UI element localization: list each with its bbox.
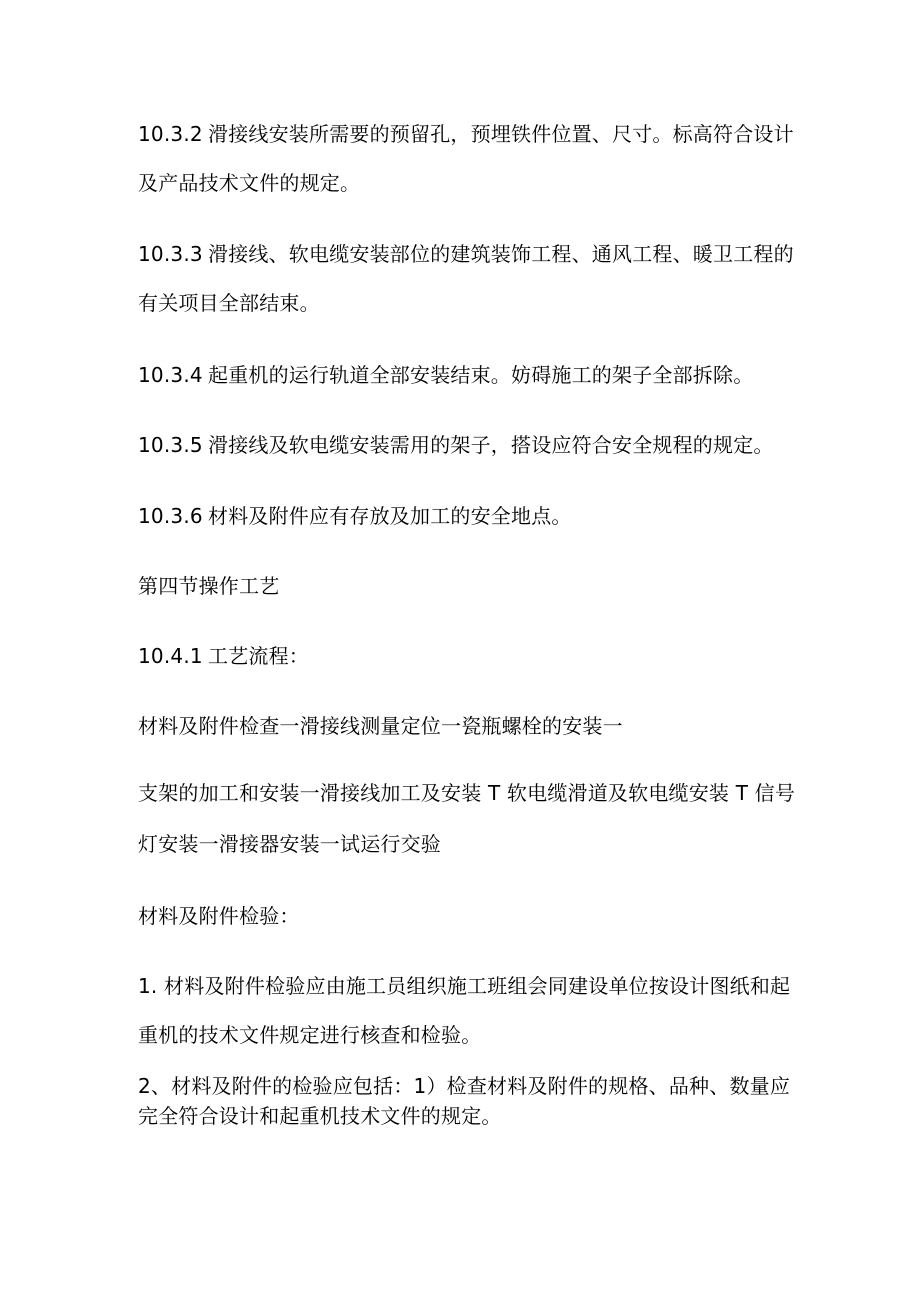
clause-number: 10.3.2 [138, 122, 203, 146]
clause-10-3-2-line-2: 及产品技术文件的规定。 [138, 171, 361, 195]
item-2-line-1: 2、材料及附件的检验应包括：1）检查材料及附件的规格、品种、数量应 [138, 1074, 791, 1098]
clause-10-3-2-line-1 [138, 121, 798, 147]
clause-text: 滑接线安装所需要的预留孔，预埋铁件位置、尺寸。标高符合设计 [208, 122, 794, 146]
clause-number: 10.3.4 [138, 363, 203, 387]
clause-10-3-3-line-1 [138, 241, 798, 267]
inspection-heading: 材料及附件检验： [138, 904, 300, 928]
clause-10-3-3-line-2: 有关项目全部结束。 [138, 291, 320, 315]
clause-text: 工艺流程： [208, 644, 309, 668]
process-flow-line-2: 支架的加工和安装一滑接线加工及安装 T 软电缆滑道及软电缆安装 T 信号 [138, 781, 796, 805]
clause-10-3-5 [138, 432, 798, 458]
clause-number: 10.4.1 [138, 644, 203, 668]
clause-10-3-4 [138, 362, 798, 388]
clause-number: 10.3.3 [138, 242, 203, 266]
clause-text: 起重机的运行轨道全部安装结束。妨碍施工的架子全部拆除。 [208, 363, 754, 387]
process-flow-line-3: 灯安装一滑接器安装一试运行交验 [138, 832, 441, 856]
clause-text: 滑接线、软电缆安装部位的建筑装饰工程、通风工程、暖卫工程的 [208, 242, 794, 266]
clause-text: 材料及附件应有存放及加工的安全地点。 [208, 504, 572, 528]
clause-text: 滑接线及软电缆安装需用的架子，搭设应符合安全规程的规定。 [208, 433, 774, 457]
process-flow-line-1: 材料及附件检查一滑接线测量定位一瓷瓶螺栓的安装一 [138, 714, 623, 738]
clause-number: 10.3.5 [138, 433, 203, 457]
item-1-line-1: 1. 材料及附件检验应由施工员组织施工班组会同建设单位按设计图纸和起 [138, 974, 791, 998]
section-heading: 第四节操作工艺 [138, 574, 280, 598]
item-2-line-2: 完全符合设计和起重机技术文件的规定。 [138, 1104, 502, 1128]
item-1-line-2: 重机的技术文件规定进行核查和检验。 [138, 1023, 482, 1047]
clause-10-4-1 [138, 643, 798, 669]
clause-10-3-6 [138, 503, 798, 529]
clause-number: 10.3.6 [138, 504, 203, 528]
